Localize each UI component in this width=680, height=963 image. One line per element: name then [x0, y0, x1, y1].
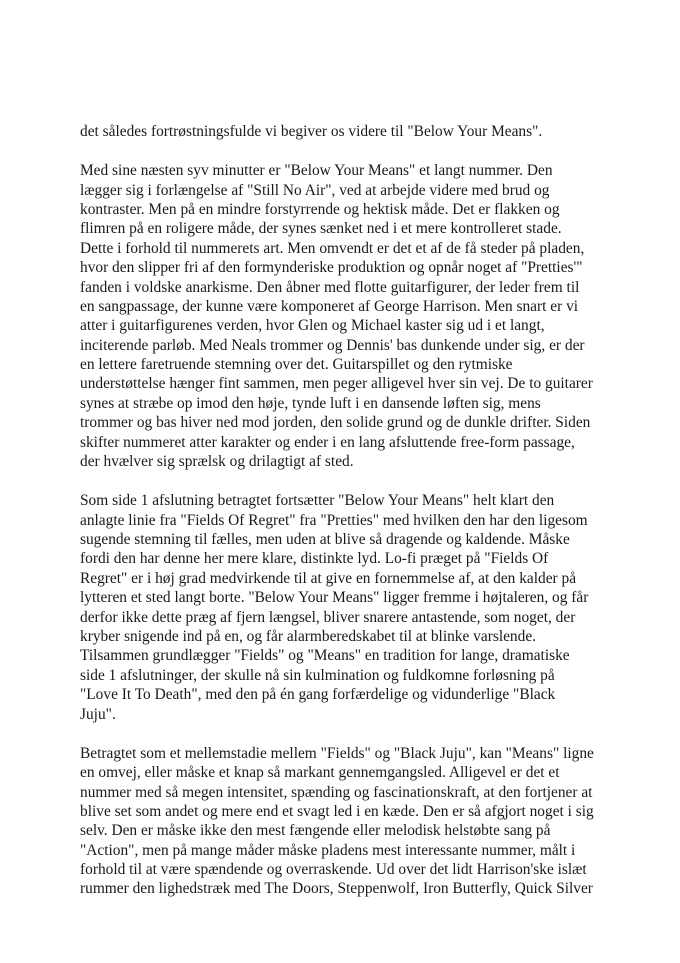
paragraph [80, 744, 660, 899]
text-line: en omvej, eller måske et knap så markant gennemgangsled. Alligevel er det et [80, 764, 560, 782]
text-line: atter i guitarfigurenes verden, hvor Glen og Michael kaster sig ud i et langt, [80, 317, 545, 335]
text-line: "Action", men på mange måder måske pladens mest interessante nummer, målt i [80, 841, 576, 859]
paragraph-gap [80, 724, 660, 744]
text-line: nummer med så megen intensitet, spænding og fascinationskraft, at den fortjener at [80, 783, 593, 801]
text-line: kryber snigende ind på en, og får alarmberedskabet til at blinke varslende. [80, 627, 536, 645]
text-line: lytteren et sted langt borte. "Below Your Means" ligger fremme i højtaleren, og får [80, 589, 589, 607]
text-line: en sangpassage, der kunne være komponeret af George Harrison. Men snart er vi [80, 297, 579, 315]
paragraph-gap [80, 471, 660, 491]
text-line: kontraster. Men på en mindre forstyrrende og hektisk måde. Det er flakken og [80, 200, 560, 218]
paragraph-gap [80, 141, 660, 161]
text-line: fanden i voldske anarkisme. Den åbner med flotte guitarfigurer, der leder frem til [80, 278, 580, 296]
text-line: det således fortrøstningsfulde vi begiver os videre til "Below Your Means". [80, 123, 543, 140]
text-line: skifter nummeret atter karakter og ender i en lang afsluttende free-form passage, [80, 433, 575, 451]
text-line: Som side 1 afslutning betragtet fortsætter "Below Your Means" helt klart den [80, 492, 555, 510]
text-line: Juju". [80, 705, 116, 723]
paragraph [80, 491, 660, 724]
text-line: blive set som andet og mere end et svagt led i en kæde. Den er så afgjort noget i sig [80, 802, 594, 820]
text-line: trommer og bas hiver ned mod jorden, den solide grund og de dunkle drifter. Siden [80, 414, 591, 432]
text-line: der hvælver sig sprælsk og drilagtigt af sted. [80, 453, 354, 471]
text-line: anlagte linie fra "Fields Of Regret" fra "Pretties" med hvilken den har den ligesom [80, 511, 588, 529]
text-line: rummer den lighedstræk med The Doors, Steppenwolf, Iron Butterfly, Quick Silver [80, 880, 593, 898]
text-line: flimren på en roligere måde, der synes sænket ned i et mere kontrolleret stade. [80, 220, 562, 238]
paragraph [80, 161, 660, 471]
text-line: hvor den slipper fri af den formynderiske produktion og opnår noget af "Pretties'" [80, 259, 583, 277]
document-body [80, 122, 660, 899]
text-line: fordi den har denne her mere klare, distinkte lyd. Lo-fi præget på "Fields Of [80, 550, 549, 568]
text-line: Tilsammen grundlægger "Fields" og "Means" en tradition for lange, dramatiske [80, 647, 570, 665]
text-line: inciterende parløb. Med Neals trommer og Dennis' bas dunkende under sig, er der [80, 336, 585, 354]
text-line: derfor ikke dette præg af fjern længsel, bliver snarere antastende, som noget, der [80, 608, 576, 626]
text-line: understøttelse hænger fint sammen, men peger alligevel hver sin vej. De to guitarer [80, 375, 593, 393]
text-line: en lettere faretruende stemning over det. Guitarspillet og den rytmiske [80, 356, 513, 374]
text-line: Regret" er i høj grad medvirkende til at give en fornemmelse af, at den kalder på [80, 569, 577, 587]
text-line: selv. Den er måske ikke den mest fængende eller melodisk helstøbte sang på [80, 822, 551, 840]
text-line: forhold til at være spændende og overraskende. Ud over det lidt Harrison'ske islæt [80, 861, 587, 879]
text-line: "Love It To Death", med den på én gang forfærdelige og vidunderlige "Black [80, 686, 556, 704]
text-line: synes at stræbe op imod den høje, tynde luft i en dansende løften sig, mens [80, 394, 541, 412]
text-line: Dette i forhold til nummerets art. Men omvendt er det et af de få steder på pladen, [80, 239, 585, 257]
text-line: lægger sig i forlængelse af "Still No Air", ved at arbejde videre med brud og [80, 181, 550, 199]
paragraph [80, 122, 660, 141]
text-line: Med sine næsten syv minutter er "Below Your Means" et langt nummer. Den [80, 162, 553, 180]
text-line: sugende stemning til fælles, men uden at blive så dragende og kaldende. Måske [80, 531, 570, 549]
text-line: side 1 afslutninger, der skulle nå sin kulmination og fuldkomne forløsning på [80, 666, 555, 684]
text-line: Betragtet som et mellemstadie mellem "Fields" og "Black Juju", kan "Means" ligne [80, 744, 594, 762]
